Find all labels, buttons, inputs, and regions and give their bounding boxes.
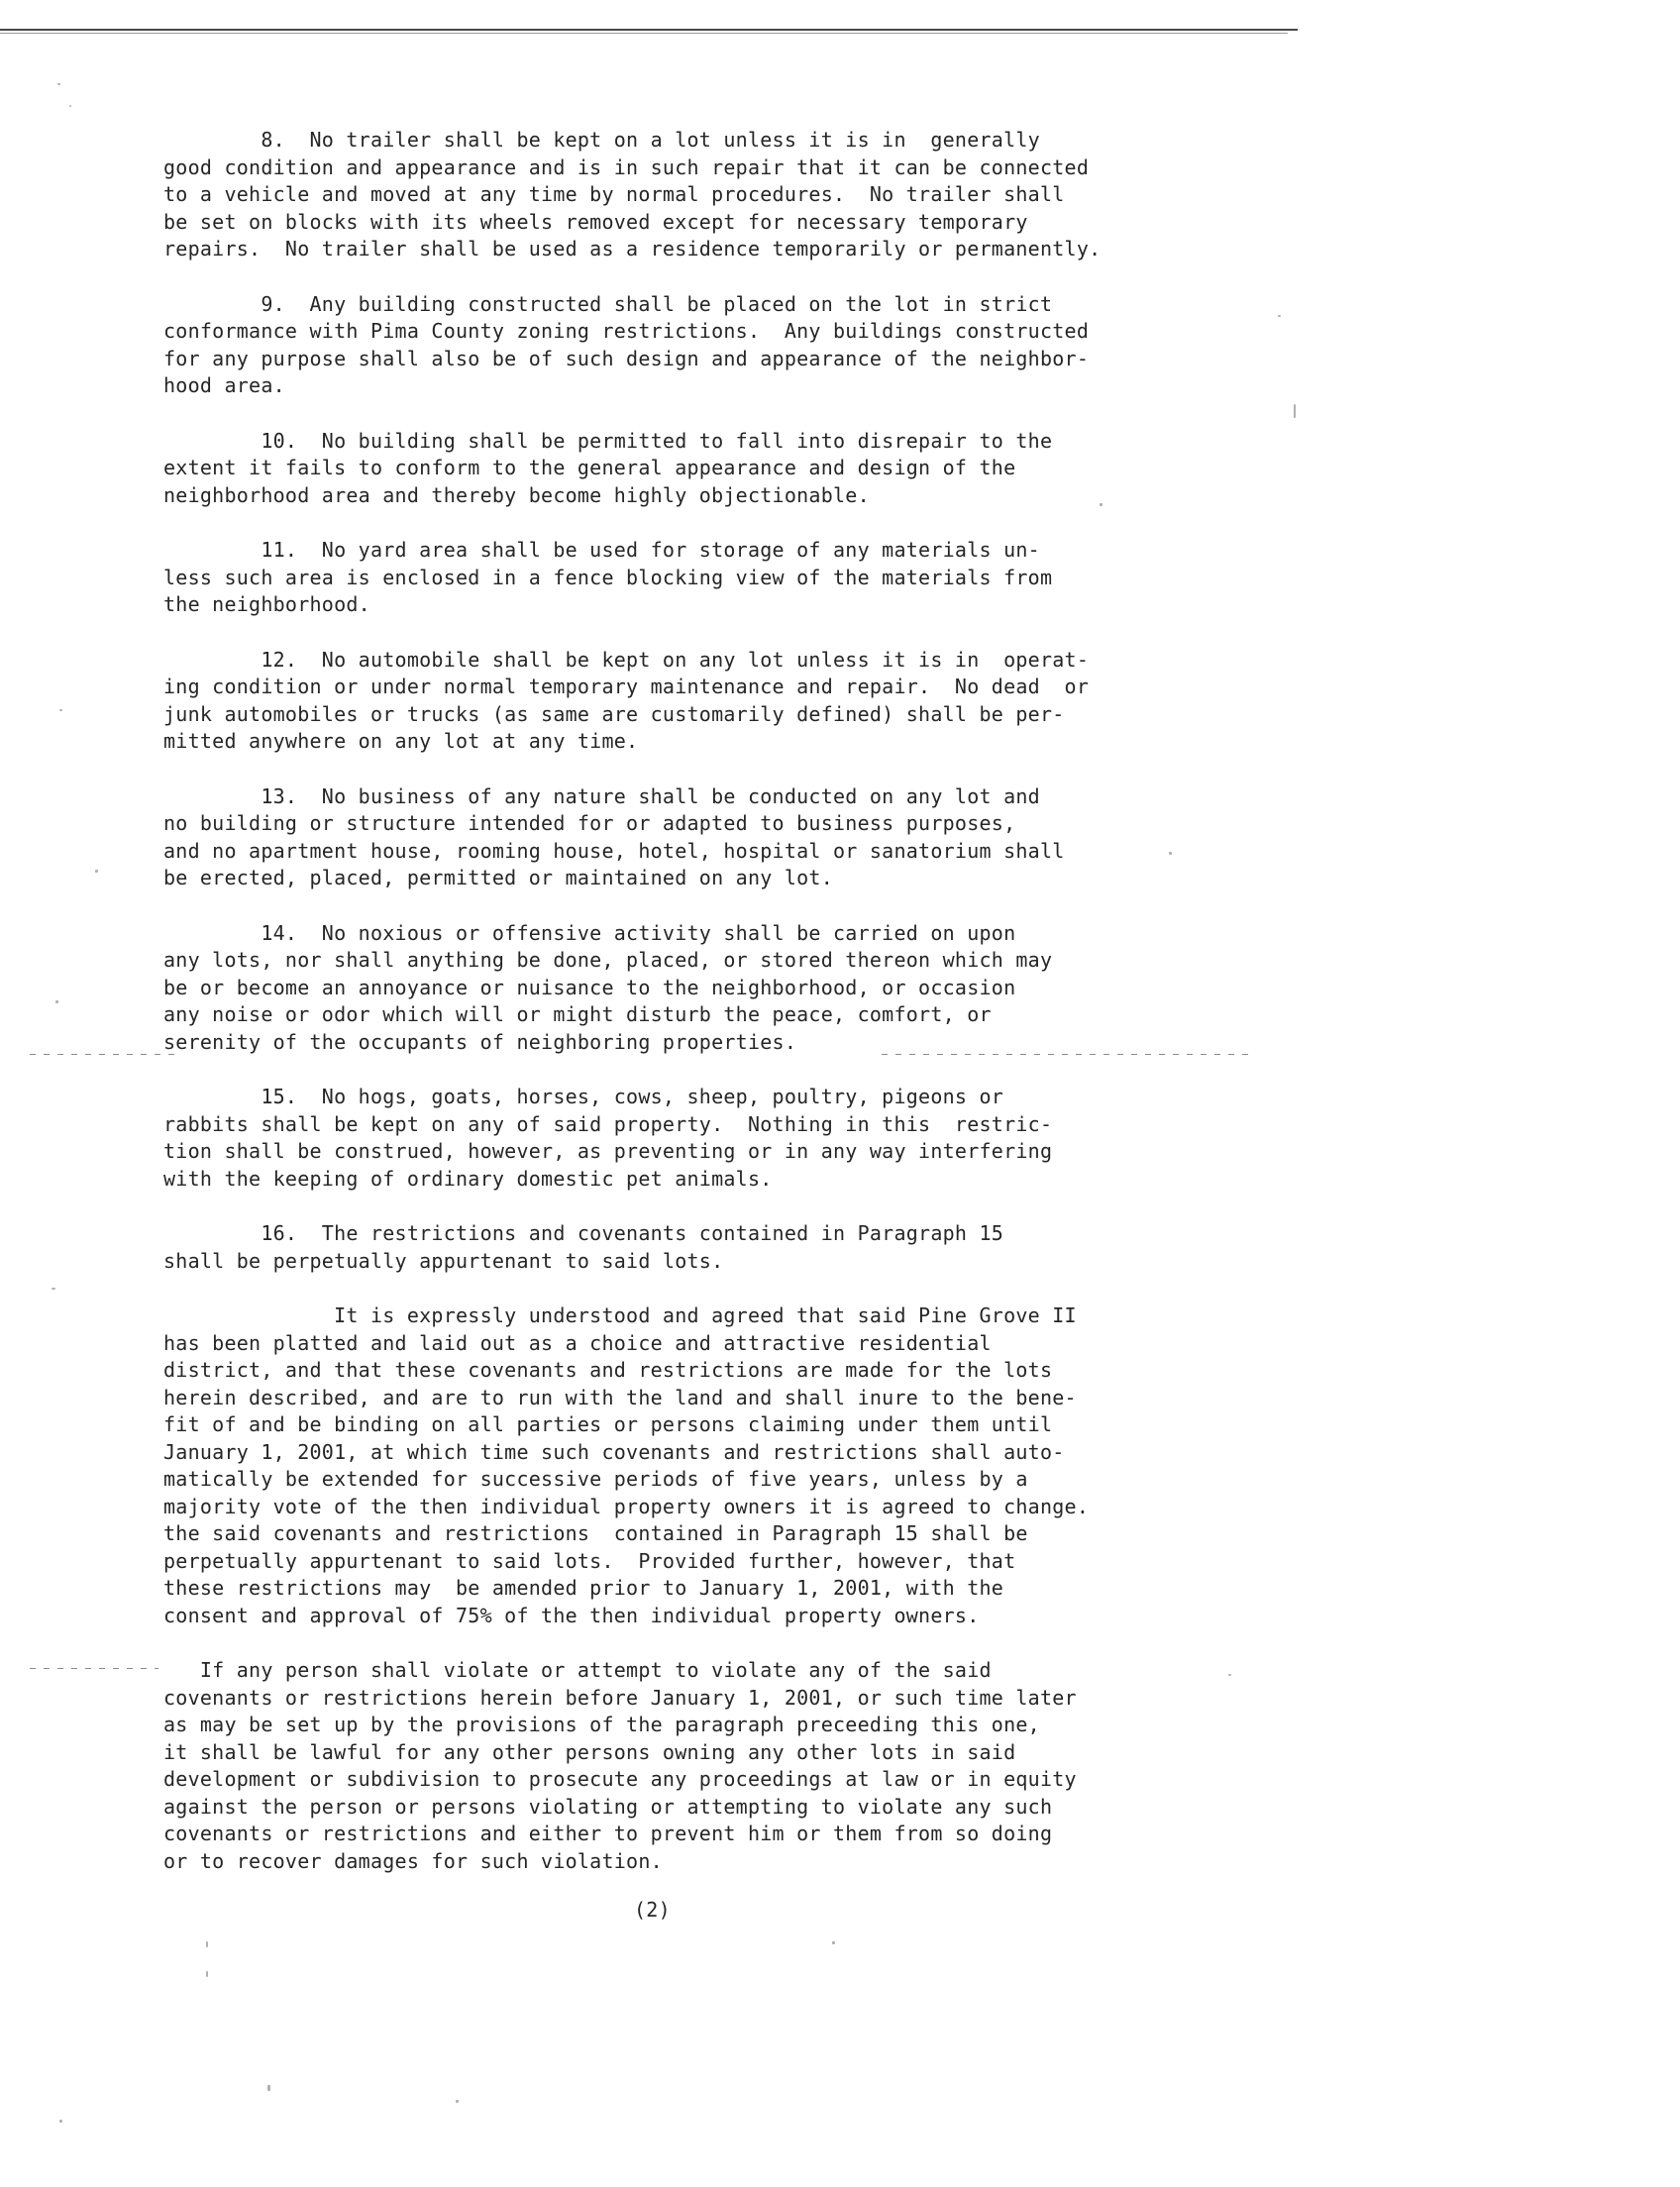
text-line: 10. No building shall be permitted to fall into disrepair to the [163, 428, 1053, 453]
text-line: 8. No trailer shall be kept on a lot unless it is in generally [163, 128, 1040, 152]
paragraph-13 [163, 783, 1204, 892]
text-line: 16. The restrictions and covenants contained in Paragraph 15 [163, 1221, 1004, 1245]
scan-speck [832, 1941, 835, 1944]
text-line: any lots, nor shall anything be done, placed, or stored thereon which may [163, 948, 1053, 972]
text-line: 12. No automobile shall be kept on any lot unless it is in operat- [163, 647, 1090, 672]
scan-speck [1228, 1674, 1231, 1676]
text-line: herein described, and are to run with the land and shall inure to the bene- [163, 1385, 1077, 1409]
text-line: 13. No business of any nature shall be conducted on any lot and [163, 783, 1040, 808]
scan-speck [1294, 404, 1296, 418]
text-line: or to recover damages for such violation. [163, 1848, 663, 1873]
text-line: 15. No hogs, goats, horses, cows, sheep, poultry, pigeons or [163, 1085, 1004, 1108]
paragraph-15 [163, 1084, 1204, 1193]
text-line: any noise or odor which will or might disturb the peace, comfort, or [163, 1002, 992, 1026]
text-line: development or subdivision to prosecute any proceedings at law or in equity [163, 1767, 1077, 1791]
paragraph-duration [163, 1302, 1204, 1629]
scan-speck [206, 1971, 208, 1977]
stray-scan-line-left-lower [30, 1668, 158, 1669]
text-line: repairs. No trailer shall be used as a residence temporarily or permanently. [163, 237, 1102, 260]
text-line: consent and approval of 75% of the then individual property owners. [163, 1603, 980, 1627]
paragraph-10 [163, 428, 1204, 510]
text-line: majority vote of the then individual property owners it is agreed to change. [163, 1494, 1090, 1518]
scan-speck [52, 1288, 55, 1290]
text-line: mitted anywhere on any lot at any time. [163, 729, 639, 753]
text-line: 14. No noxious or offensive activity shall be carried on upon [163, 920, 1016, 945]
scan-speck [69, 105, 71, 107]
document-body [163, 127, 1204, 1903]
text-line: tion shall be construed, however, as preventing or in any way interfering [163, 1139, 1053, 1163]
text-line: perpetually appurtenant to said lots. Provided further, however, that [163, 1548, 1016, 1573]
text-line: the neighborhood. [163, 592, 370, 616]
text-line: be erected, placed, permitted or maintained on any lot. [163, 866, 834, 889]
page-number: (2) [634, 1898, 671, 1922]
text-line: has been platted and laid out as a choice and attractive residential [163, 1330, 992, 1355]
text-line: with the keeping of ordinary domestic pet animals. [163, 1166, 773, 1191]
text-line: shall be perpetually appurtenant to said lots. [163, 1248, 724, 1273]
text-line: ing condition or under normal temporary maintenance and repair. No dead or [163, 675, 1090, 698]
text-line: as may be set up by the provisions of the paragraph preceeding this one, [163, 1713, 1040, 1736]
text-line: 9. Any building constructed shall be placed on the lot in strict [163, 291, 1053, 316]
text-line: It is expressly understood and agreed that said Pine Grove II [163, 1303, 1077, 1327]
scan-speck [59, 709, 62, 711]
paragraph-11 [163, 537, 1204, 619]
text-line: it shall be lawful for any other persons owning any other lots in said [163, 1739, 1016, 1764]
text-line: be or become an annoyance or nuisance to the neighborhood, or occasion [163, 975, 1016, 999]
scan-speck [1278, 315, 1281, 317]
text-line: rabbits shall be kept on any of said property. Nothing in this restric- [163, 1111, 1053, 1136]
scan-speck [57, 83, 60, 85]
text-line: neighborhood area and thereby become highly objectionable. [163, 482, 870, 507]
paragraph-enforcement [163, 1657, 1204, 1875]
stray-scan-line-left [30, 1054, 178, 1055]
paragraph-12 [163, 647, 1204, 756]
top-scan-rule-thin [0, 33, 1288, 34]
scan-speck [55, 1000, 58, 1003]
text-line: the said covenants and restrictions contained in Paragraph 15 shall be [163, 1521, 1028, 1545]
text-line: fit of and be binding on all parties or persons claiming under them until [163, 1412, 1053, 1436]
scan-speck [206, 1941, 208, 1947]
text-line: against the person or persons violating or attempting to violate any such [163, 1794, 1053, 1819]
text-line: for any purpose shall also be of such design and appearance of the neighbor- [163, 346, 1090, 370]
text-line: January 1, 2001, at which time such covenants and restrictions shall auto- [163, 1439, 1065, 1464]
paragraph-16 [163, 1220, 1204, 1275]
text-line: no building or structure intended for or adapted to business purposes, [163, 811, 1016, 835]
text-line: to a vehicle and moved at any time by normal procedures. No trailer shall [163, 182, 1065, 206]
scan-speck [95, 870, 98, 873]
text-line: less such area is enclosed in a fence blocking view of the materials from [163, 565, 1053, 589]
text-line: district, and that these covenants and restrictions are made for the lots [163, 1358, 1053, 1382]
text-line: these restrictions may be amended prior to January 1, 2001, with the [163, 1576, 1004, 1600]
text-line: and no apartment house, rooming house, hotel, hospital or sanatorium shall [163, 838, 1065, 863]
text-line: junk automobiles or trucks (as same are customarily defined) shall be per- [163, 701, 1065, 726]
text-line: hood area. [163, 373, 285, 397]
text-line: covenants or restrictions and either to prevent him or them from so doing [163, 1822, 1053, 1845]
text-line: If any person shall violate or attempt to violate any of the said [163, 1658, 992, 1682]
scan-speck [267, 2085, 270, 2091]
top-scan-rule [0, 29, 1298, 31]
text-line: matically be extended for successive periods of five years, unless by a [163, 1467, 1028, 1491]
paragraph-14 [163, 920, 1204, 1057]
text-line: be set on blocks with its wheels removed except for necessary temporary [163, 209, 1028, 234]
text-line: extent it fails to conform to the general appearance and design of the [163, 456, 1016, 479]
scan-speck [59, 2120, 62, 2123]
text-line: 11. No yard area shall be used for storage of any materials un- [163, 538, 1040, 562]
scan-speck [456, 2100, 459, 2103]
paragraph-9 [163, 291, 1204, 400]
text-line: serenity of the occupants of neighboring properties. [163, 1029, 797, 1054]
text-line: good condition and appearance and is in such repair that it can be connected [163, 155, 1090, 179]
text-line: covenants or restrictions herein before January 1, 2001, or such time later [163, 1685, 1077, 1710]
text-line: conformance with Pima County zoning restrictions. Any buildings constructed [163, 319, 1090, 343]
paragraph-8 [163, 127, 1204, 263]
